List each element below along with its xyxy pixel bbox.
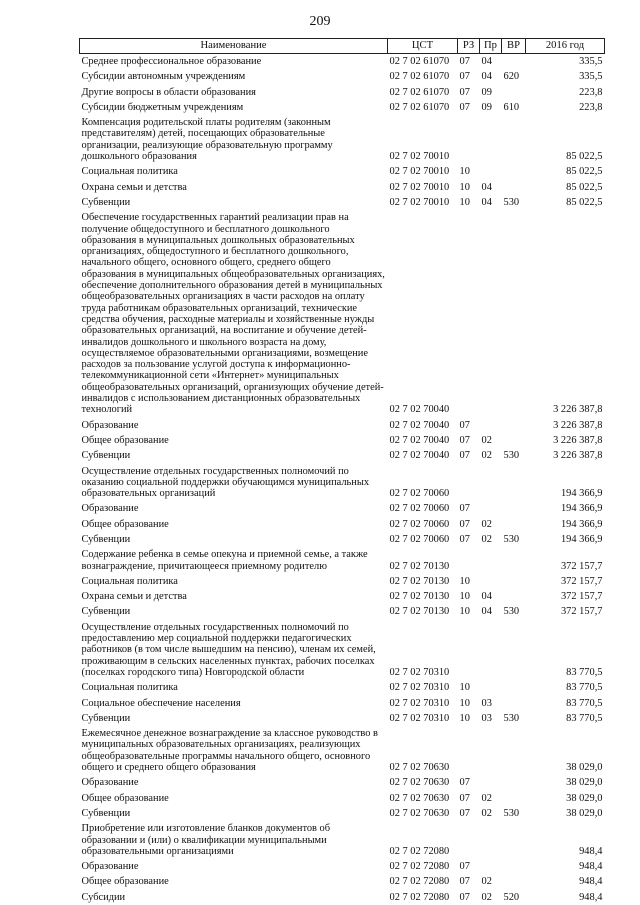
cell-rz: 10 bbox=[459, 575, 470, 587]
cell-name: Социальная политика bbox=[81, 682, 178, 694]
cell-cst: 02 7 02 70130 bbox=[389, 560, 450, 572]
cell-rz: 10 bbox=[459, 166, 470, 178]
cell-amount: 223,8 bbox=[579, 86, 603, 98]
table-row bbox=[80, 464, 605, 502]
cell-pr: 02 bbox=[481, 792, 492, 804]
table-row bbox=[80, 604, 605, 619]
cell-rz: 07 bbox=[459, 876, 470, 888]
cell-vr bbox=[502, 589, 526, 604]
table-row bbox=[80, 501, 605, 516]
cell-name: Образование bbox=[81, 777, 139, 789]
table-row bbox=[80, 726, 605, 775]
cell-cst: 02 7 02 70310 bbox=[389, 712, 450, 724]
cell-amount: 83 770,5 bbox=[566, 682, 603, 694]
table-row bbox=[80, 85, 605, 100]
cell-name: Субвенции bbox=[81, 807, 131, 819]
cell-vr bbox=[502, 418, 526, 433]
cell-vr bbox=[502, 574, 526, 589]
cell-rz: 07 bbox=[459, 533, 470, 545]
cell-pr bbox=[480, 464, 502, 502]
cell-name: Приобретение или изготовление бланков документов об образовании и (или) о квалификации муниципальными образовательными организациями bbox=[81, 823, 331, 857]
cell-rz: 07 bbox=[459, 450, 470, 462]
cell-amount: 85 022,5 bbox=[566, 151, 603, 163]
cell-name: Компенсация родительской платы родителям (законным представителям) детей, посещающих образовательные организации, реализующие образовательную программу дошкольного образования bbox=[81, 117, 333, 163]
cell-cst: 02 7 02 70060 bbox=[389, 518, 450, 530]
cell-pr: 02 bbox=[481, 450, 492, 462]
cell-vr bbox=[502, 821, 526, 859]
cell-cst: 02 7 02 70060 bbox=[389, 503, 450, 515]
cell-name: Субвенции bbox=[81, 196, 131, 208]
table-header bbox=[80, 39, 605, 54]
cell-cst: 02 7 02 61070 bbox=[389, 86, 450, 98]
cell-pr: 02 bbox=[481, 518, 492, 530]
cell-vr bbox=[502, 696, 526, 711]
cell-name: Образование bbox=[81, 419, 139, 431]
cell-pr bbox=[480, 620, 502, 680]
cell-cst: 02 7 02 70040 bbox=[389, 450, 450, 462]
cell-cst: 02 7 02 70630 bbox=[389, 777, 450, 789]
table-row bbox=[80, 890, 605, 905]
cell-pr: 04 bbox=[481, 196, 492, 208]
table-row bbox=[80, 821, 605, 859]
cell-pr bbox=[480, 775, 502, 790]
cell-rz bbox=[458, 726, 480, 775]
cell-rz: 07 bbox=[459, 777, 470, 789]
cell-name: Осуществление отдельных государственных полномочий по оказанию социальной поддержки обучающимся муниципальных образовательных организаций bbox=[81, 465, 370, 500]
cell-cst: 02 7 02 70060 bbox=[389, 488, 450, 500]
cell-cst: 02 7 02 70630 bbox=[389, 807, 450, 819]
cell-pr: 04 bbox=[481, 181, 492, 193]
column-header-name: Наименование bbox=[80, 39, 388, 54]
cell-amount: 85 022,5 bbox=[566, 196, 603, 208]
cell-amount: 194 366,9 bbox=[560, 488, 603, 500]
cell-cst: 02 7 02 70010 bbox=[389, 166, 450, 178]
cell-vr bbox=[502, 547, 526, 574]
cell-rz: 10 bbox=[459, 697, 470, 709]
cell-cst: 02 7 02 72080 bbox=[389, 891, 450, 903]
cell-rz: 07 bbox=[459, 792, 470, 804]
cell-vr bbox=[502, 791, 526, 806]
cell-amount: 3 226 387,8 bbox=[553, 404, 603, 416]
budget-table bbox=[79, 38, 605, 905]
cell-rz bbox=[458, 464, 480, 502]
cell-pr: 09 bbox=[481, 101, 492, 113]
cell-pr bbox=[480, 210, 502, 417]
cell-cst: 02 7 02 70630 bbox=[389, 792, 450, 804]
cell-vr bbox=[502, 433, 526, 448]
cell-name: Обеспечение государственных гарантий реализации прав на получение общедоступного и бесплатного дошкольного образования в муниципальных дошкольных образовательных организациях, общедоступного и бесплатного дошкольного, начального общего, основного общего, среднего общего образования в муниципальных общеобразовательных организациях, обеспечение дополнительного образования детей в муниципальных общеобразовательных организациях в части расходов на оплату труда работникам образовательных организаций, технические средства обучения, расходные материалы и хозяйственные нужды образовательных организаций, на воспитание и обучение детей-инвалидов дошкольного и школьного возраста на дому, осуществляемое образовательными организациями, возмещение расходов за пользование услугой доступа к информационно-телекоммуникационной сети «Интернет» муниципальных общеобразовательных организаций, организующих обучение детей-инвалидов с использованием дистанционных образовательных технологий bbox=[81, 212, 385, 416]
cell-amount: 372 157,7 bbox=[560, 560, 603, 572]
cell-name: Общее образование bbox=[81, 876, 169, 888]
table-row bbox=[80, 547, 605, 574]
cell-pr bbox=[480, 574, 502, 589]
table-row bbox=[80, 448, 605, 463]
cell-pr bbox=[480, 859, 502, 874]
cell-name: Общее образование bbox=[81, 434, 169, 446]
cell-name: Охрана семьи и детства bbox=[81, 181, 187, 193]
cell-vr bbox=[502, 859, 526, 874]
cell-name: Социальная политика bbox=[81, 575, 178, 587]
cell-vr: 520 bbox=[503, 891, 520, 903]
cell-amount: 948,4 bbox=[579, 891, 603, 903]
cell-name: Субвенции bbox=[81, 712, 131, 724]
cell-cst: 02 7 02 70040 bbox=[389, 434, 450, 446]
cell-rz: 10 bbox=[459, 712, 470, 724]
cell-rz bbox=[458, 620, 480, 680]
cell-amount: 85 022,5 bbox=[566, 181, 603, 193]
cell-vr bbox=[502, 85, 526, 100]
table-row bbox=[80, 180, 605, 195]
table-row bbox=[80, 574, 605, 589]
cell-vr: 530 bbox=[503, 606, 520, 618]
cell-amount: 948,4 bbox=[579, 845, 603, 857]
cell-rz: 07 bbox=[459, 71, 470, 83]
cell-name: Общее образование bbox=[81, 792, 169, 804]
table-row bbox=[80, 696, 605, 711]
cell-amount: 38 029,0 bbox=[566, 807, 603, 819]
cell-name: Общее образование bbox=[81, 518, 169, 530]
cell-cst: 02 7 02 61070 bbox=[389, 101, 450, 113]
cell-rz: 07 bbox=[459, 807, 470, 819]
cell-rz: 10 bbox=[459, 682, 470, 694]
cell-vr bbox=[502, 620, 526, 680]
cell-cst: 02 7 02 70130 bbox=[389, 591, 450, 603]
table-row bbox=[80, 164, 605, 179]
cell-amount: 85 022,5 bbox=[566, 166, 603, 178]
cell-rz: 10 bbox=[459, 181, 470, 193]
cell-name: Социальное обеспечение населения bbox=[81, 697, 241, 709]
cell-cst: 02 7 02 72080 bbox=[389, 845, 450, 857]
cell-vr bbox=[502, 726, 526, 775]
cell-name: Субсидии автономным учреждениям bbox=[81, 71, 246, 83]
table-row bbox=[80, 620, 605, 680]
cell-rz bbox=[458, 547, 480, 574]
cell-pr bbox=[480, 680, 502, 695]
cell-vr bbox=[502, 874, 526, 889]
cell-pr bbox=[480, 821, 502, 859]
cell-cst: 02 7 02 70630 bbox=[389, 762, 450, 774]
cell-vr bbox=[502, 680, 526, 695]
cell-amount: 3 226 387,8 bbox=[553, 419, 603, 431]
cell-vr bbox=[502, 115, 526, 164]
cell-amount: 83 770,5 bbox=[566, 697, 603, 709]
table-row bbox=[80, 418, 605, 433]
cell-pr bbox=[480, 418, 502, 433]
cell-cst: 02 7 02 70310 bbox=[389, 697, 450, 709]
cell-rz: 07 bbox=[459, 861, 470, 873]
cell-name: Среднее профессиональное образование bbox=[81, 56, 262, 67]
column-header-pr: Пр bbox=[480, 39, 502, 54]
cell-rz: 07 bbox=[459, 419, 470, 431]
cell-rz: 07 bbox=[459, 86, 470, 98]
cell-pr: 03 bbox=[481, 712, 492, 724]
cell-pr: 02 bbox=[481, 434, 492, 446]
cell-cst: 02 7 02 70010 bbox=[389, 196, 450, 208]
cell-cst: 02 7 02 70040 bbox=[389, 404, 450, 416]
cell-name: Образование bbox=[81, 503, 139, 515]
cell-vr bbox=[502, 180, 526, 195]
cell-vr: 620 bbox=[503, 71, 520, 83]
cell-rz: 07 bbox=[459, 518, 470, 530]
cell-pr: 04 bbox=[481, 71, 492, 83]
cell-cst: 02 7 02 70010 bbox=[389, 151, 450, 163]
cell-rz bbox=[458, 821, 480, 859]
cell-name: Охрана семьи и детства bbox=[81, 591, 187, 603]
cell-cst: 02 7 02 72080 bbox=[389, 876, 450, 888]
cell-amount: 372 157,7 bbox=[560, 575, 603, 587]
cell-amount: 83 770,5 bbox=[566, 712, 603, 724]
table-row bbox=[80, 775, 605, 790]
cell-vr: 530 bbox=[503, 196, 520, 208]
table-row bbox=[80, 859, 605, 874]
column-header-vr: ВР bbox=[502, 39, 526, 54]
cell-cst: 02 7 02 70060 bbox=[389, 533, 450, 545]
cell-cst: 02 7 02 61070 bbox=[389, 56, 450, 67]
cell-amount: 38 029,0 bbox=[566, 762, 603, 774]
cell-vr bbox=[502, 164, 526, 179]
table-row bbox=[80, 54, 605, 70]
cell-amount: 38 029,0 bbox=[566, 777, 603, 789]
cell-pr bbox=[480, 547, 502, 574]
table-row bbox=[80, 874, 605, 889]
cell-name: Осуществление отдельных государственных полномочий по предоставлению мер социальной поддержки педагогических работников (в том числе вышедшим на пенсию), членам их семей, проживающим в сельских населенных пунктах, рабочих поселках (поселках городского типа) Новгородской области bbox=[81, 621, 376, 678]
cell-amount: 194 366,9 bbox=[560, 518, 603, 530]
cell-pr: 02 bbox=[481, 876, 492, 888]
cell-pr bbox=[480, 115, 502, 164]
cell-rz: 10 bbox=[459, 196, 470, 208]
cell-name: Другие вопросы в области образования bbox=[81, 86, 256, 98]
cell-name: Социальная политика bbox=[81, 166, 178, 178]
table-row bbox=[80, 433, 605, 448]
column-header-rz: РЗ bbox=[458, 39, 480, 54]
cell-rz: 07 bbox=[459, 56, 470, 67]
cell-amount: 372 157,7 bbox=[560, 606, 603, 618]
table-row bbox=[80, 806, 605, 821]
table-row bbox=[80, 100, 605, 115]
cell-vr bbox=[502, 54, 526, 70]
table-row bbox=[80, 210, 605, 417]
cell-pr: 09 bbox=[481, 86, 492, 98]
cell-amount: 335,5 bbox=[579, 56, 603, 67]
cell-amount: 194 366,9 bbox=[560, 503, 603, 515]
cell-vr: 530 bbox=[503, 807, 520, 819]
cell-rz: 07 bbox=[459, 101, 470, 113]
cell-amount: 223,8 bbox=[579, 101, 603, 113]
table-row bbox=[80, 517, 605, 532]
cell-cst: 02 7 02 70130 bbox=[389, 575, 450, 587]
cell-pr: 04 bbox=[481, 591, 492, 603]
table-body bbox=[80, 54, 605, 905]
cell-pr: 03 bbox=[481, 697, 492, 709]
cell-vr bbox=[502, 501, 526, 516]
cell-vr bbox=[502, 210, 526, 417]
table-row bbox=[80, 791, 605, 806]
cell-name: Ежемесячное денежное вознаграждение за классное руководство в муниципальных образовательных организациях, реализующих общеобразовательные программы начального общего, основного общего и среднего общего образования bbox=[81, 728, 378, 774]
cell-cst: 02 7 02 70010 bbox=[389, 181, 450, 193]
cell-pr bbox=[480, 501, 502, 516]
cell-pr: 04 bbox=[481, 606, 492, 618]
page-number: 209 bbox=[309, 14, 331, 29]
cell-cst: 02 7 02 61070 bbox=[389, 71, 450, 83]
cell-cst: 02 7 02 72080 bbox=[389, 861, 450, 873]
table-row bbox=[80, 680, 605, 695]
table-row bbox=[80, 711, 605, 726]
cell-pr bbox=[480, 164, 502, 179]
table-row bbox=[80, 589, 605, 604]
cell-amount: 335,5 bbox=[579, 71, 603, 83]
cell-rz: 07 bbox=[459, 891, 470, 903]
cell-amount: 372 157,7 bbox=[560, 591, 603, 603]
cell-vr: 530 bbox=[503, 712, 520, 724]
cell-rz: 07 bbox=[459, 434, 470, 446]
column-header-cst: ЦСТ bbox=[388, 39, 458, 54]
cell-name: Субвенции bbox=[81, 533, 131, 545]
cell-amount: 194 366,9 bbox=[560, 533, 603, 545]
cell-name: Образование bbox=[81, 861, 139, 873]
cell-name: Содержание ребенка в семье опекуна и приемной семье, а также вознаграждение, причитающееся приемному родителю bbox=[81, 549, 368, 572]
cell-rz: 10 bbox=[459, 606, 470, 618]
cell-name: Субсидии bbox=[81, 891, 126, 903]
table-row bbox=[80, 69, 605, 84]
cell-amount: 83 770,5 bbox=[566, 666, 603, 678]
cell-name: Субвенции bbox=[81, 450, 131, 462]
cell-rz bbox=[458, 210, 480, 417]
cell-vr bbox=[502, 517, 526, 532]
cell-cst: 02 7 02 70040 bbox=[389, 419, 450, 431]
cell-cst: 02 7 02 70130 bbox=[389, 606, 450, 618]
cell-name: Субвенции bbox=[81, 606, 131, 618]
cell-cst: 02 7 02 70310 bbox=[389, 666, 450, 678]
cell-vr: 530 bbox=[503, 450, 520, 462]
cell-amount: 3 226 387,8 bbox=[553, 450, 603, 462]
cell-rz bbox=[458, 115, 480, 164]
cell-pr: 02 bbox=[481, 533, 492, 545]
cell-cst: 02 7 02 70310 bbox=[389, 682, 450, 694]
cell-amount: 3 226 387,8 bbox=[553, 434, 603, 446]
column-header-amount: 2016 год bbox=[526, 39, 605, 54]
cell-pr: 04 bbox=[481, 56, 492, 67]
cell-amount: 948,4 bbox=[579, 861, 603, 873]
cell-vr bbox=[502, 464, 526, 502]
table-row bbox=[80, 532, 605, 547]
cell-vr: 530 bbox=[503, 533, 520, 545]
table-row bbox=[80, 115, 605, 164]
cell-amount: 38 029,0 bbox=[566, 792, 603, 804]
cell-pr: 02 bbox=[481, 891, 492, 903]
cell-vr bbox=[502, 775, 526, 790]
header-row bbox=[80, 39, 605, 54]
cell-name: Субсидии бюджетным учреждениям bbox=[81, 101, 244, 113]
cell-pr: 02 bbox=[481, 807, 492, 819]
cell-pr bbox=[480, 726, 502, 775]
cell-amount: 948,4 bbox=[579, 876, 603, 888]
cell-vr: 610 bbox=[503, 101, 520, 113]
cell-rz: 10 bbox=[459, 591, 470, 603]
cell-rz: 07 bbox=[459, 503, 470, 515]
table-row bbox=[80, 195, 605, 210]
